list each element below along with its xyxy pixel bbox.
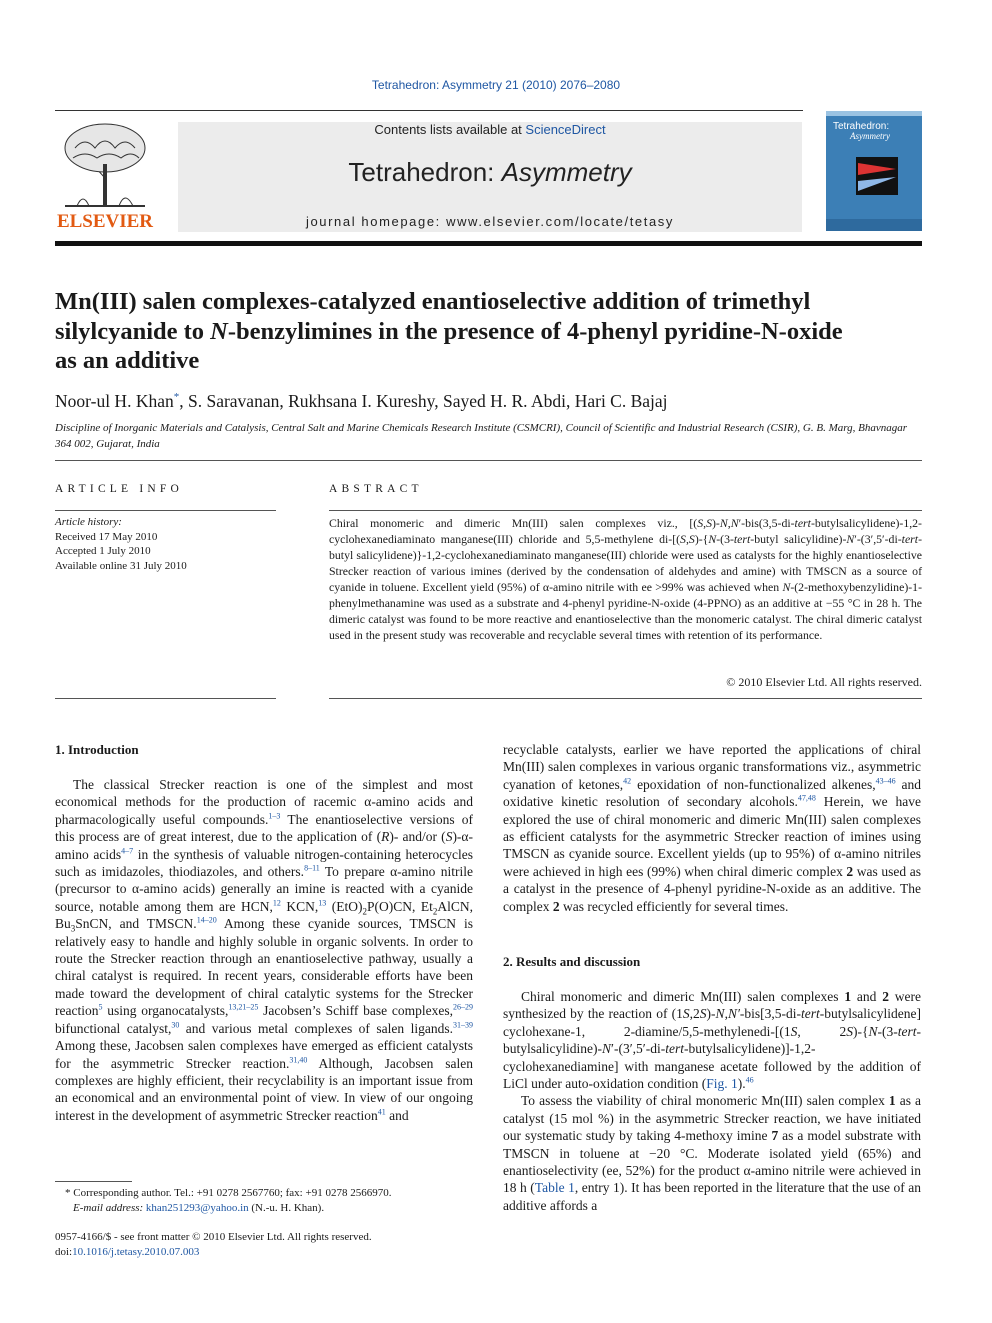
article-history <box>55 515 276 573</box>
contents-prefix: Contents lists available at <box>374 122 526 137</box>
publication-info <box>55 1230 473 1259</box>
header-thick-rule <box>55 241 922 246</box>
other-authors: , S. Saravanan, Rukhsana I. Kureshy, Sayed H. R. Abdi, Hari C. Bajaj <box>179 391 668 411</box>
doi-label: doi: <box>55 1245 73 1258</box>
introduction-text-continued: recyclable catalysts, earlier we have reported the applications of chiral Mn(III) salen complexes in various organic transformations viz., asymmetric cyanation of ketones,$^{42}$ epoxidation of non-functionalized alkenes,$^{43-46}$ and oxidative kinetic resolution of secondary alcohols.$^{47,48}$ Herein, we have explored the use of chiral monomeric and dimeric Mn(III) salen complexes as efficient catalysts for the asymmetric Strecker reaction of imines using TMSCN as cyanide source. Excellent yields (up to 95%) of α-amino nitriles were achieved in high ees (99%) when chiral dimeric complex 2 was used as a catalyst in the presence of 4-phenyl pyridine-N-oxide as an additive. The complex 2 was recycled efficiently for several times. <box>503 742 921 914</box>
email-label: E-mail address: <box>73 1201 146 1214</box>
affiliation: Discipline of Inorganic Materials and Catalysis, Central Salt and Marine Chemicals Research Institute (CSMCRI), Council of Scientific and Industrial Research (CSIR), G. B. Marg, Bhavnagar 364 002, Gujarat, India <box>55 422 907 450</box>
author-1: Noor-ul H. Khan <box>55 391 174 411</box>
section-heading-results: 2. Results and discussion <box>503 954 641 969</box>
accepted-date: Accepted 1 July 2010 <box>55 545 151 557</box>
abstract-bottom-rule <box>329 698 922 699</box>
contents-line <box>178 122 802 137</box>
footnote-mark: * <box>65 1187 71 1199</box>
journal-masthead <box>178 122 802 232</box>
journal-title-italic: Asymmetry <box>501 157 632 187</box>
author-list <box>55 391 935 412</box>
doi-link[interactable]: 10.1016/j.tetasy.2010.07.003 <box>72 1245 200 1258</box>
received-date: Received 17 May 2010 <box>55 530 158 543</box>
abstract-heading: ABSTRACT <box>329 483 423 495</box>
article-info-bottom-rule <box>55 698 276 699</box>
email-suffix: (N.-u. H. Khan). <box>248 1201 325 1214</box>
article-info-heading: ARTICLE INFO <box>55 483 183 495</box>
abstract-copyright: © 2010 Elsevier Ltd. All rights reserved. <box>726 675 922 689</box>
header-rule <box>55 110 803 111</box>
article-title <box>55 287 935 376</box>
journal-citation[interactable]: Tetrahedron: Asymmetry 21 (2010) 2076–2080 <box>371 78 621 92</box>
title-line-2b: N <box>210 317 228 345</box>
section-heading-introduction: 1. Introduction <box>55 742 139 757</box>
footnote-rule <box>55 1181 132 1182</box>
issn-line: 0957-4166/$ - see front matter © 2010 Elsevier Ltd. All rights reserved. <box>55 1231 372 1243</box>
abstract-rule <box>329 510 922 511</box>
journal-cover-image <box>826 111 922 231</box>
article-info-rule <box>55 510 276 511</box>
online-date: Available online 31 July 2010 <box>55 559 187 572</box>
publisher-name: ELSEVIER <box>56 211 154 232</box>
title-line-1: Mn(III) salen complexes-catalyzed enantioselective addition of trimethyl <box>55 288 811 315</box>
corresponding-author-mark[interactable]: * <box>173 391 180 404</box>
title-line-2 <box>55 317 935 347</box>
title-line-3: as an additive <box>55 347 200 374</box>
history-label: Article history: <box>55 516 122 528</box>
title-line-2c: -benzylimines in the presence of 4-phenyl pyridine-N-oxide <box>227 317 843 345</box>
cover-title: Tetrahedron: <box>833 121 890 132</box>
corresponding-author-footnote <box>55 1186 473 1215</box>
introduction-text: The classical Strecker reaction is one of the simplest and most economical methods for the production of racemic α-amino acids and pharmacologically useful compounds.$^{1-3}$ The enantioselective versions of this process are of great interest, due to the application of (R)- and/or (S)-α-amino acids$^{4-7}$ in the synthesis of valuable nitrogen-containing heterocycles such as imidazoles, thiodiazoles, and others.$^{8-11}$ To prepare α-amino nitrile (precursor to α-amino acids) generally an imine is reacted with a cyanide source, notable among them are HCN,$^{12}$ KCN,$^{13}$ $(EtO)_2P(O)CN$, $Et_2AlCN$, $Bu_3SnCN$, and TMSCN.$^{14-20}$ Among these cyanide sources, TMSCN is relatively easy to handle and highly soluble in organic solvents. In order to route the Strecker reaction through an enantioselective pathway, usually a chiral catalyst is required. In recent years, considerable efforts have been made toward the development of chiral catalytic systems for the Strecker reaction$^5$ using organocatalysts,$^{13,21-25}$ Jacobsen’s Schiff base complexes,$^{26-29}$ bifunctional catalyst,$^{30}$ and various metal complexes of salen ligands.$^{31-39}$ Among these, Jacobsen salen complexes have emerged as efficient catalysts for the asymmetric Strecker reaction.$^{31,40}$ Although, Jacobsen salen complexes are highly efficient, their recyclability is an important issue from an economical and an environmental point of view. In view of our ongoing interest in the development of asymmetric Strecker reaction$^{41}$ and <box>55 777 474 1123</box>
affiliation-rule <box>55 460 922 461</box>
abstract-body: Chiral monomeric and dimeric Mn(III) salen complexes viz., [(S,S)-N,N′-bis(3,5-di-tert-butylsalicylidene)-1,2-cyclohexanediaminato manganese(III) chloride and 5,5-methylene di-[(S,S)-{N-(3-tert-butyl salicylidine)-N′-(3′,5′-di-tert-butyl salicylidene)}-1,2-cyclohexanediaminato manganese(III) chloride were used as catalysts for the highly enantioselective Strecker reaction of various imines (derived by the condensation of aldehydes and amine) with TMSCN as a source of cyanide in toluene. Excellent yield (95%) of α-amino nitrile with ee >99% was achieved when N-(2-methoxybenzylidine)-1-phenylmethanamine was used as a substrate and 4-phenyl pyridine-N-oxide (4-PPNO) as an additive at −55 °C in 28 h. The dimeric catalyst was found to be more reactive and enantioselective than the monomeric catalyst. The chiral dimeric catalyst used in the present study was recoverable and recyclable several times with retention of its performance. <box>329 516 922 642</box>
title-line-2a: silylcyanide to <box>55 317 211 345</box>
journal-title <box>178 157 802 188</box>
sciencedirect-link[interactable]: ScienceDirect <box>525 122 606 137</box>
email-link[interactable]: khan251293@yahoo.in <box>145 1201 249 1214</box>
footnote-contact: Corresponding author. Tel.: +91 0278 2567760; fax: +91 0278 2566970. <box>73 1187 392 1199</box>
cover-subtitle: Asymmetry <box>850 131 890 141</box>
journal-homepage[interactable]: journal homepage: www.elsevier.com/locate/tetasy <box>305 214 674 229</box>
journal-title-plain: Tetrahedron: <box>348 157 502 187</box>
results-text: Chiral monomeric and dimeric Mn(III) salen complexes 1 and 2 were synthesized by the reaction of (1S,2S)-N,N′-bis[3,5-di-tert-butylsalicylidene] cyclohexane-1, 2-diamine/5,5-methylenedi-[(1S, 2S)-{N-(3-tert-butylsalicylidine)-N′-(3′,5′-di-tert-butylsalicylidene)]-1,2-cyclohexanediamine] with manganese acetate followed by the addition of LiCl under auto-oxidation condition (Fig. 1).$^{46}$ To assess the viability of chiral monomeric Mn(III) salen complex 1 as a catalyst (15 mol %) in the asymmetric Strecker reaction, we have initiated our systematic study by taking 4-methoxy imine 7 as a model substrate with TMSCN in toluene at −20 °C. Moderate isolated yield (65%) and enantioselectivity (ee, 52%) for the product α-amino nitrile were achieved in 18 h (Table 1, entry 1). It has been reported in the literature that the use of an additive affords a <box>503 989 921 1213</box>
